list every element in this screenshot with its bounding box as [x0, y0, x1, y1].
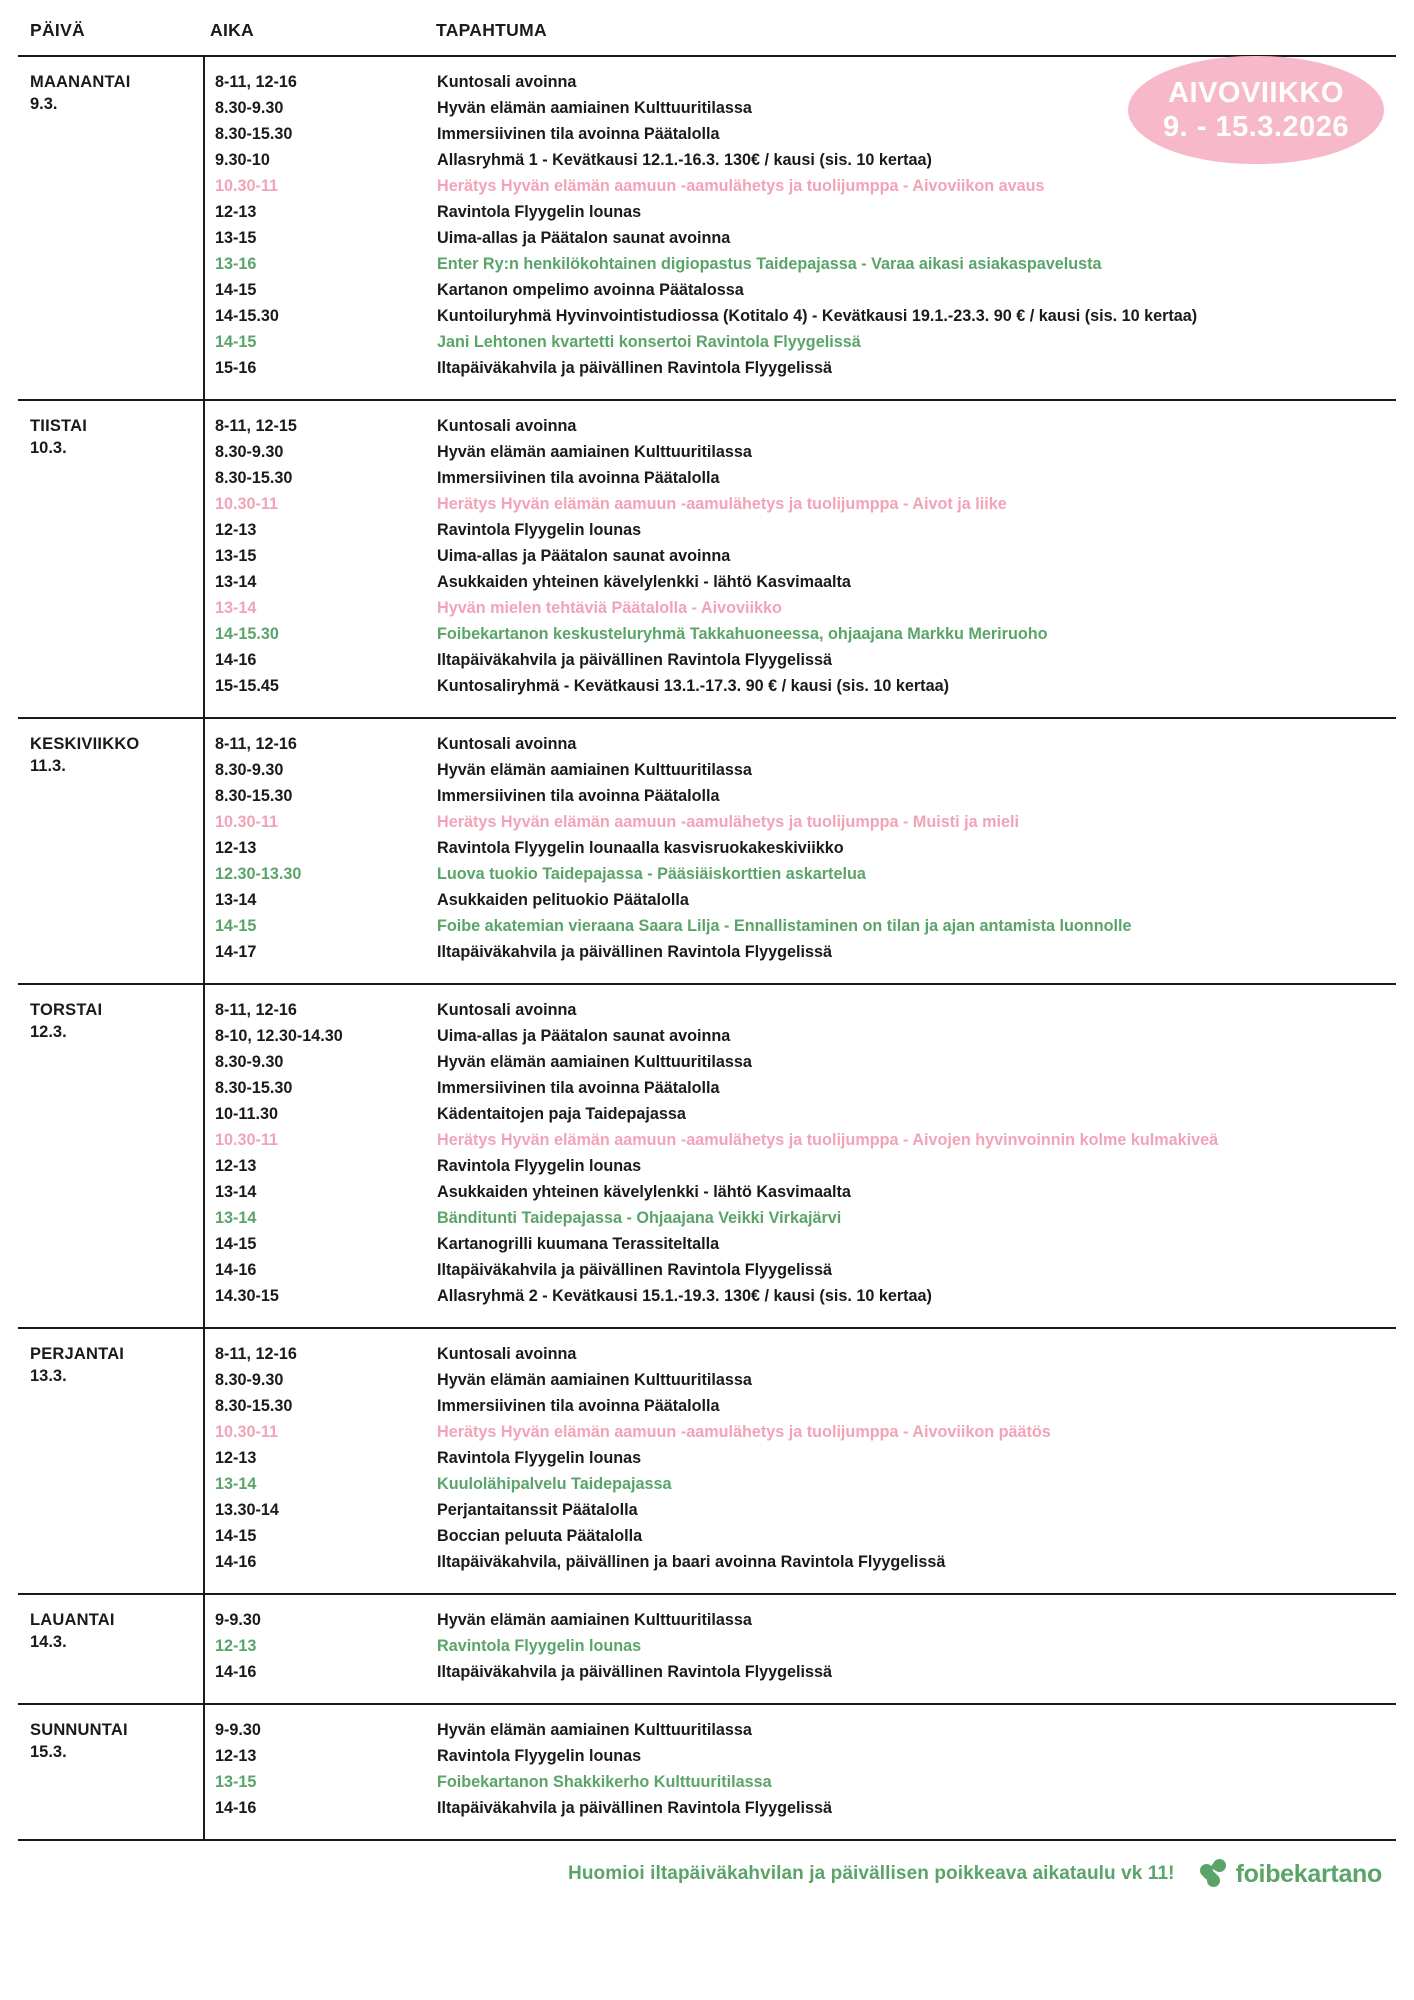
event-description: Iltapäiväkahvila ja päivällinen Ravintola Flyygelissä	[437, 359, 832, 377]
column-header-day: PÄIVÄ	[30, 20, 85, 40]
column-header-event: TAPAHTUMA	[436, 20, 547, 40]
event-description: Hyvän mielen tehtäviä Päätalolla - Aivoviikko	[437, 599, 782, 617]
event-time: 10.30-11	[215, 1423, 279, 1441]
event-time: 9.30-10	[215, 151, 270, 169]
event-time: 10.30-11	[215, 495, 279, 513]
event-description: Ravintola Flyygelin lounas	[437, 521, 642, 539]
event-time: 10.30-11	[215, 1131, 279, 1149]
day-cell	[18, 718, 204, 984]
event-row	[205, 941, 1396, 967]
day-name: MAANANTAI	[30, 73, 131, 91]
event-description: Herätys Hyvän elämän aamuun -aamulähetys ja tuolijumppa - Aivojen hyvinvoinnin kolme kulmakiveä	[437, 1131, 1219, 1149]
event-description: Luova tuokio Taidepajassa - Pääsiäiskorttien askartelua	[437, 865, 866, 883]
event-time: 14-15	[215, 281, 257, 299]
event-time: 14-16	[215, 1261, 257, 1279]
event-row	[205, 253, 1396, 279]
day-cell	[18, 1704, 204, 1840]
event-time: 13-14	[215, 1183, 257, 1201]
event-description: Herätys Hyvän elämän aamuun -aamulähetys ja tuolijumppa - Aivoviikon päätös	[437, 1423, 1051, 1441]
event-row	[205, 999, 1396, 1025]
event-description: Hyvän elämän aamiainen Kulttuuritilassa	[437, 99, 752, 117]
event-row	[205, 201, 1396, 227]
event-time: 9-9.30	[215, 1611, 261, 1629]
event-time: 13-15	[215, 229, 257, 247]
page-footer	[18, 1841, 1396, 1903]
event-time: 12.30-13.30	[215, 865, 302, 883]
event-row	[205, 1635, 1396, 1661]
day-name: PERJANTAI	[30, 1345, 125, 1363]
event-time: 12-13	[215, 521, 257, 539]
event-time: 13-14	[215, 891, 257, 909]
event-row	[205, 1025, 1396, 1051]
event-row	[205, 1207, 1396, 1233]
event-row	[205, 1661, 1396, 1687]
event-row	[205, 227, 1396, 253]
event-description: Ravintola Flyygelin lounas	[437, 1747, 642, 1765]
logo-text: foibekartano	[1235, 1859, 1382, 1888]
event-description: Uima-allas ja Päätalon saunat avoinna	[437, 1027, 731, 1045]
event-time: 13-14	[215, 573, 257, 591]
event-time: 8.30-15.30	[215, 469, 293, 487]
day-cell	[18, 984, 204, 1328]
event-row	[205, 915, 1396, 941]
event-row	[205, 1797, 1396, 1823]
event-row	[205, 545, 1396, 571]
event-time: 8-11, 12-16	[215, 1345, 297, 1363]
event-description: Kuntosali avoinna	[437, 735, 577, 753]
event-row	[205, 1343, 1396, 1369]
event-description: Iltapäiväkahvila ja päivällinen Ravintola Flyygelissä	[437, 943, 832, 961]
event-description: Hyvän elämän aamiainen Kulttuuritilassa	[437, 1371, 752, 1389]
event-time: 10.30-11	[215, 177, 279, 195]
event-row	[205, 649, 1396, 675]
event-row	[205, 1285, 1396, 1311]
event-row	[205, 1473, 1396, 1499]
day-events-table	[205, 733, 1396, 967]
event-time: 8.30-15.30	[215, 1079, 293, 1097]
column-header-time: AIKA	[210, 20, 254, 40]
event-time: 13.30-14	[215, 1501, 279, 1519]
event-description: Kuntosali avoinna	[437, 1345, 577, 1363]
day-name: TORSTAI	[30, 1001, 103, 1019]
event-time: 13-14	[215, 599, 257, 617]
day-row	[18, 1704, 1396, 1840]
event-time: 14-16	[215, 1663, 257, 1681]
event-time: 8.30-15.30	[215, 125, 293, 143]
event-description: Immersiivinen tila avoinna Päätalolla	[437, 1079, 720, 1097]
event-description: Ravintola Flyygelin lounas	[437, 1637, 642, 1655]
event-time: 13-15	[215, 547, 257, 565]
event-time: 10-11.30	[215, 1105, 279, 1123]
aivoviikko-badge	[1128, 56, 1384, 164]
event-time: 14-15.30	[215, 625, 279, 643]
event-row	[205, 1745, 1396, 1771]
day-cell	[18, 400, 204, 718]
event-description: Ravintola Flyygelin lounas	[437, 1449, 642, 1467]
event-time: 12-13	[215, 839, 257, 857]
event-description: Immersiivinen tila avoinna Päätalolla	[437, 469, 720, 487]
event-row	[205, 1129, 1396, 1155]
event-time: 8-11, 12-16	[215, 1001, 297, 1019]
event-row	[205, 1499, 1396, 1525]
day-date: 13.3.	[30, 1367, 67, 1386]
event-time: 8-10, 12.30-14.30	[215, 1027, 343, 1045]
event-time: 8-11, 12-16	[215, 735, 297, 753]
event-description: Asukkaiden pelituokio Päätalolla	[437, 891, 689, 909]
event-row	[205, 597, 1396, 623]
event-description: Foibekartanon Shakkikerho Kulttuuritilassa	[437, 1773, 772, 1791]
day-events-cell	[204, 718, 1396, 984]
event-time: 13-14	[215, 1209, 257, 1227]
day-events-cell	[204, 400, 1396, 718]
event-description: Kartanon ompelimo avoinna Päätalossa	[437, 281, 744, 299]
day-events-table	[205, 1719, 1396, 1823]
day-date: 15.3.	[30, 1743, 67, 1762]
event-description: Kuntosali avoinna	[437, 417, 577, 435]
event-description: Herätys Hyvän elämän aamuun -aamulähetys ja tuolijumppa - Aivoviikon avaus	[437, 177, 1045, 195]
event-row	[205, 357, 1396, 383]
event-time: 12-13	[215, 203, 257, 221]
day-events-table	[205, 1609, 1396, 1687]
foibekartano-logo	[1199, 1859, 1382, 1889]
event-row	[205, 279, 1396, 305]
event-time: 8.30-15.30	[215, 1397, 293, 1415]
event-time: 14-15	[215, 333, 257, 351]
event-description: Kuntoiluryhmä Hyvinvointistudiossa (Kotitalo 4) - Kevätkausi 19.1.-23.3. 90 € / kausi (sis. 10 kertaa)	[437, 307, 1198, 325]
event-row	[205, 1051, 1396, 1077]
event-row	[205, 889, 1396, 915]
event-description: Iltapäiväkahvila ja päivällinen Ravintola Flyygelissä	[437, 651, 832, 669]
event-description: Allasryhmä 1 - Kevätkausi 12.1.-16.3. 130€ / kausi (sis. 10 kertaa)	[437, 151, 932, 169]
event-description: Hyvän elämän aamiainen Kulttuuritilassa	[437, 443, 752, 461]
event-time: 12-13	[215, 1157, 257, 1175]
event-row	[205, 175, 1396, 201]
event-description: Kuntosali avoinna	[437, 1001, 577, 1019]
event-row	[205, 811, 1396, 837]
event-row	[205, 1103, 1396, 1129]
event-description: Kuulolähipalvelu Taidepajassa	[437, 1475, 672, 1493]
table-body	[18, 56, 1396, 1840]
day-events-table	[205, 1343, 1396, 1577]
event-description: Asukkaiden yhteinen kävelylenkki - lähtö Kasvimaalta	[437, 1183, 851, 1201]
event-description: Enter Ry:n henkilökohtainen digiopastus Taidepajassa - Varaa aikasi asiakaspavelusta	[437, 255, 1102, 273]
event-row	[205, 415, 1396, 441]
event-row	[205, 1719, 1396, 1745]
day-events-cell	[204, 1328, 1396, 1594]
event-time: 12-13	[215, 1637, 257, 1655]
event-time: 8.30-9.30	[215, 761, 284, 779]
event-time: 8-11, 12-15	[215, 417, 297, 435]
day-date: 12.3.	[30, 1023, 67, 1042]
event-time: 14-15	[215, 917, 257, 935]
event-time: 8.30-15.30	[215, 787, 293, 805]
day-row	[18, 1594, 1396, 1704]
event-row	[205, 519, 1396, 545]
event-time: 10.30-11	[215, 813, 279, 831]
event-description: Boccian peluuta Päätalolla	[437, 1527, 643, 1545]
event-row	[205, 1525, 1396, 1551]
event-description: Ravintola Flyygelin lounaalla kasvisruokakeskiviikko	[437, 839, 844, 857]
event-description: Hyvän elämän aamiainen Kulttuuritilassa	[437, 761, 752, 779]
event-time: 14-16	[215, 1553, 257, 1571]
event-description: Uima-allas ja Päätalon saunat avoinna	[437, 547, 731, 565]
event-time: 14-17	[215, 943, 257, 961]
event-time: 14-16	[215, 651, 257, 669]
day-row	[18, 984, 1396, 1328]
day-row	[18, 1328, 1396, 1594]
event-description: Iltapäiväkahvila ja päivällinen Ravintola Flyygelissä	[437, 1799, 832, 1817]
event-description: Hyvän elämän aamiainen Kulttuuritilassa	[437, 1611, 752, 1629]
event-time: 8.30-9.30	[215, 1371, 284, 1389]
event-row	[205, 837, 1396, 863]
event-row	[205, 1077, 1396, 1103]
event-description: Herätys Hyvän elämän aamuun -aamulähetys ja tuolijumppa - Muisti ja mieli	[437, 813, 1020, 831]
event-time: 14.30-15	[215, 1287, 279, 1305]
day-row	[18, 718, 1396, 984]
event-time: 14-15	[215, 1235, 257, 1253]
day-name: SUNNUNTAI	[30, 1721, 128, 1739]
day-name: LAUANTAI	[30, 1611, 115, 1629]
event-description: Bänditunti Taidepajassa - Ohjaajana Veikki Virkajärvi	[437, 1209, 842, 1227]
day-events-table	[205, 999, 1396, 1311]
event-row	[205, 675, 1396, 701]
event-description: Hyvän elämän aamiainen Kulttuuritilassa	[437, 1721, 752, 1739]
event-row	[205, 571, 1396, 597]
day-events-table	[205, 415, 1396, 701]
day-events-cell	[204, 984, 1396, 1328]
event-time: 8.30-9.30	[215, 443, 284, 461]
event-time: 9-9.30	[215, 1721, 261, 1739]
event-row	[205, 493, 1396, 519]
event-description: Uima-allas ja Päätalon saunat avoinna	[437, 229, 731, 247]
day-cell	[18, 1594, 204, 1704]
event-description: Kädentaitojen paja Taidepajassa	[437, 1105, 686, 1123]
event-row	[205, 623, 1396, 649]
event-row	[205, 1551, 1396, 1577]
day-events-cell	[204, 1704, 1396, 1840]
event-description: Ravintola Flyygelin lounas	[437, 203, 642, 221]
event-time: 8.30-9.30	[215, 99, 284, 117]
event-row	[205, 1181, 1396, 1207]
event-row	[205, 305, 1396, 331]
table-header-row	[18, 14, 1396, 56]
event-row	[205, 785, 1396, 811]
event-description: Asukkaiden yhteinen kävelylenkki - lähtö Kasvimaalta	[437, 573, 851, 591]
day-name: KESKIVIIKKO	[30, 735, 140, 753]
event-description: Kartanogrilli kuumana Terassiteltalla	[437, 1235, 720, 1253]
event-description: Jani Lehtonen kvartetti konsertoi Ravintola Flyygelissä	[437, 333, 861, 351]
event-time: 12-13	[215, 1449, 257, 1467]
event-description: Foibe akatemian vieraana Saara Lilja - Ennallistaminen on tilan ja ajan antamista luonnolle	[437, 917, 1132, 935]
table-header	[18, 14, 1396, 56]
event-description: Iltapäiväkahvila ja päivällinen Ravintola Flyygelissä	[437, 1261, 832, 1279]
event-description: Kuntosaliryhmä - Kevätkausi 13.1.-17.3. 90 € / kausi (sis. 10 kertaa)	[437, 677, 949, 695]
day-events-cell	[204, 1594, 1396, 1704]
event-description: Ravintola Flyygelin lounas	[437, 1157, 642, 1175]
event-description: Kuntosali avoinna	[437, 73, 577, 91]
event-row	[205, 1369, 1396, 1395]
event-description: Immersiivinen tila avoinna Päätalolla	[437, 787, 720, 805]
day-name: TIISTAI	[30, 417, 88, 435]
event-time: 12-13	[215, 1747, 257, 1765]
event-row	[205, 1155, 1396, 1181]
event-description: Iltapäiväkahvila, päivällinen ja baari avoinna Ravintola Flyygelissä	[437, 1553, 946, 1571]
event-row	[205, 1771, 1396, 1797]
day-cell	[18, 1328, 204, 1594]
event-time: 14-15.30	[215, 307, 279, 325]
event-row	[205, 1395, 1396, 1421]
event-time: 13-16	[215, 255, 257, 273]
event-description: Foibekartanon keskusteluryhmä Takkahuoneessa, ohjaajana Markku Meriruoho	[437, 625, 1048, 643]
event-row	[205, 733, 1396, 759]
day-row	[18, 400, 1396, 718]
event-description: Hyvän elämän aamiainen Kulttuuritilassa	[437, 1053, 752, 1071]
event-description: Immersiivinen tila avoinna Päätalolla	[437, 125, 720, 143]
event-description: Perjantaitanssit Päätalolla	[437, 1501, 638, 1519]
event-row	[205, 1233, 1396, 1259]
event-time: 15-15.45	[215, 677, 279, 695]
event-time: 8-11, 12-16	[215, 73, 297, 91]
event-row	[205, 1421, 1396, 1447]
day-cell	[18, 56, 204, 400]
weekly-schedule-table	[18, 14, 1396, 1841]
event-time: 8.30-9.30	[215, 1053, 284, 1071]
event-time: 13-15	[215, 1773, 257, 1791]
event-row	[205, 331, 1396, 357]
leaves-icon	[1199, 1859, 1229, 1889]
event-row	[205, 863, 1396, 889]
event-row	[205, 441, 1396, 467]
event-row	[205, 759, 1396, 785]
event-row	[205, 1609, 1396, 1635]
event-description: Immersiivinen tila avoinna Päätalolla	[437, 1397, 720, 1415]
event-row	[205, 467, 1396, 493]
badge-line-1: AIVOVIIKKO	[1168, 76, 1344, 109]
event-description: Iltapäiväkahvila ja päivällinen Ravintola Flyygelissä	[437, 1663, 832, 1681]
day-date: 11.3.	[30, 757, 66, 776]
event-time: 14-15	[215, 1527, 257, 1545]
event-time: 13-14	[215, 1475, 257, 1493]
event-description: Allasryhmä 2 - Kevätkausi 15.1.-19.3. 130€ / kausi (sis. 10 kertaa)	[437, 1287, 932, 1305]
event-row	[205, 1259, 1396, 1285]
day-date: 9.3.	[30, 95, 58, 114]
event-time: 14-16	[215, 1799, 257, 1817]
footer-note: Huomioi iltapäiväkahvilan ja päivällisen poikkeava aikataulu vk 11!	[568, 1863, 1175, 1884]
event-time: 15-16	[215, 359, 257, 377]
day-date: 14.3.	[30, 1633, 67, 1652]
event-row	[205, 1447, 1396, 1473]
day-date: 10.3.	[30, 439, 67, 458]
event-description: Herätys Hyvän elämän aamuun -aamulähetys ja tuolijumppa - Aivot ja liike	[437, 495, 1007, 513]
badge-line-2: 9. - 15.3.2026	[1163, 111, 1349, 143]
